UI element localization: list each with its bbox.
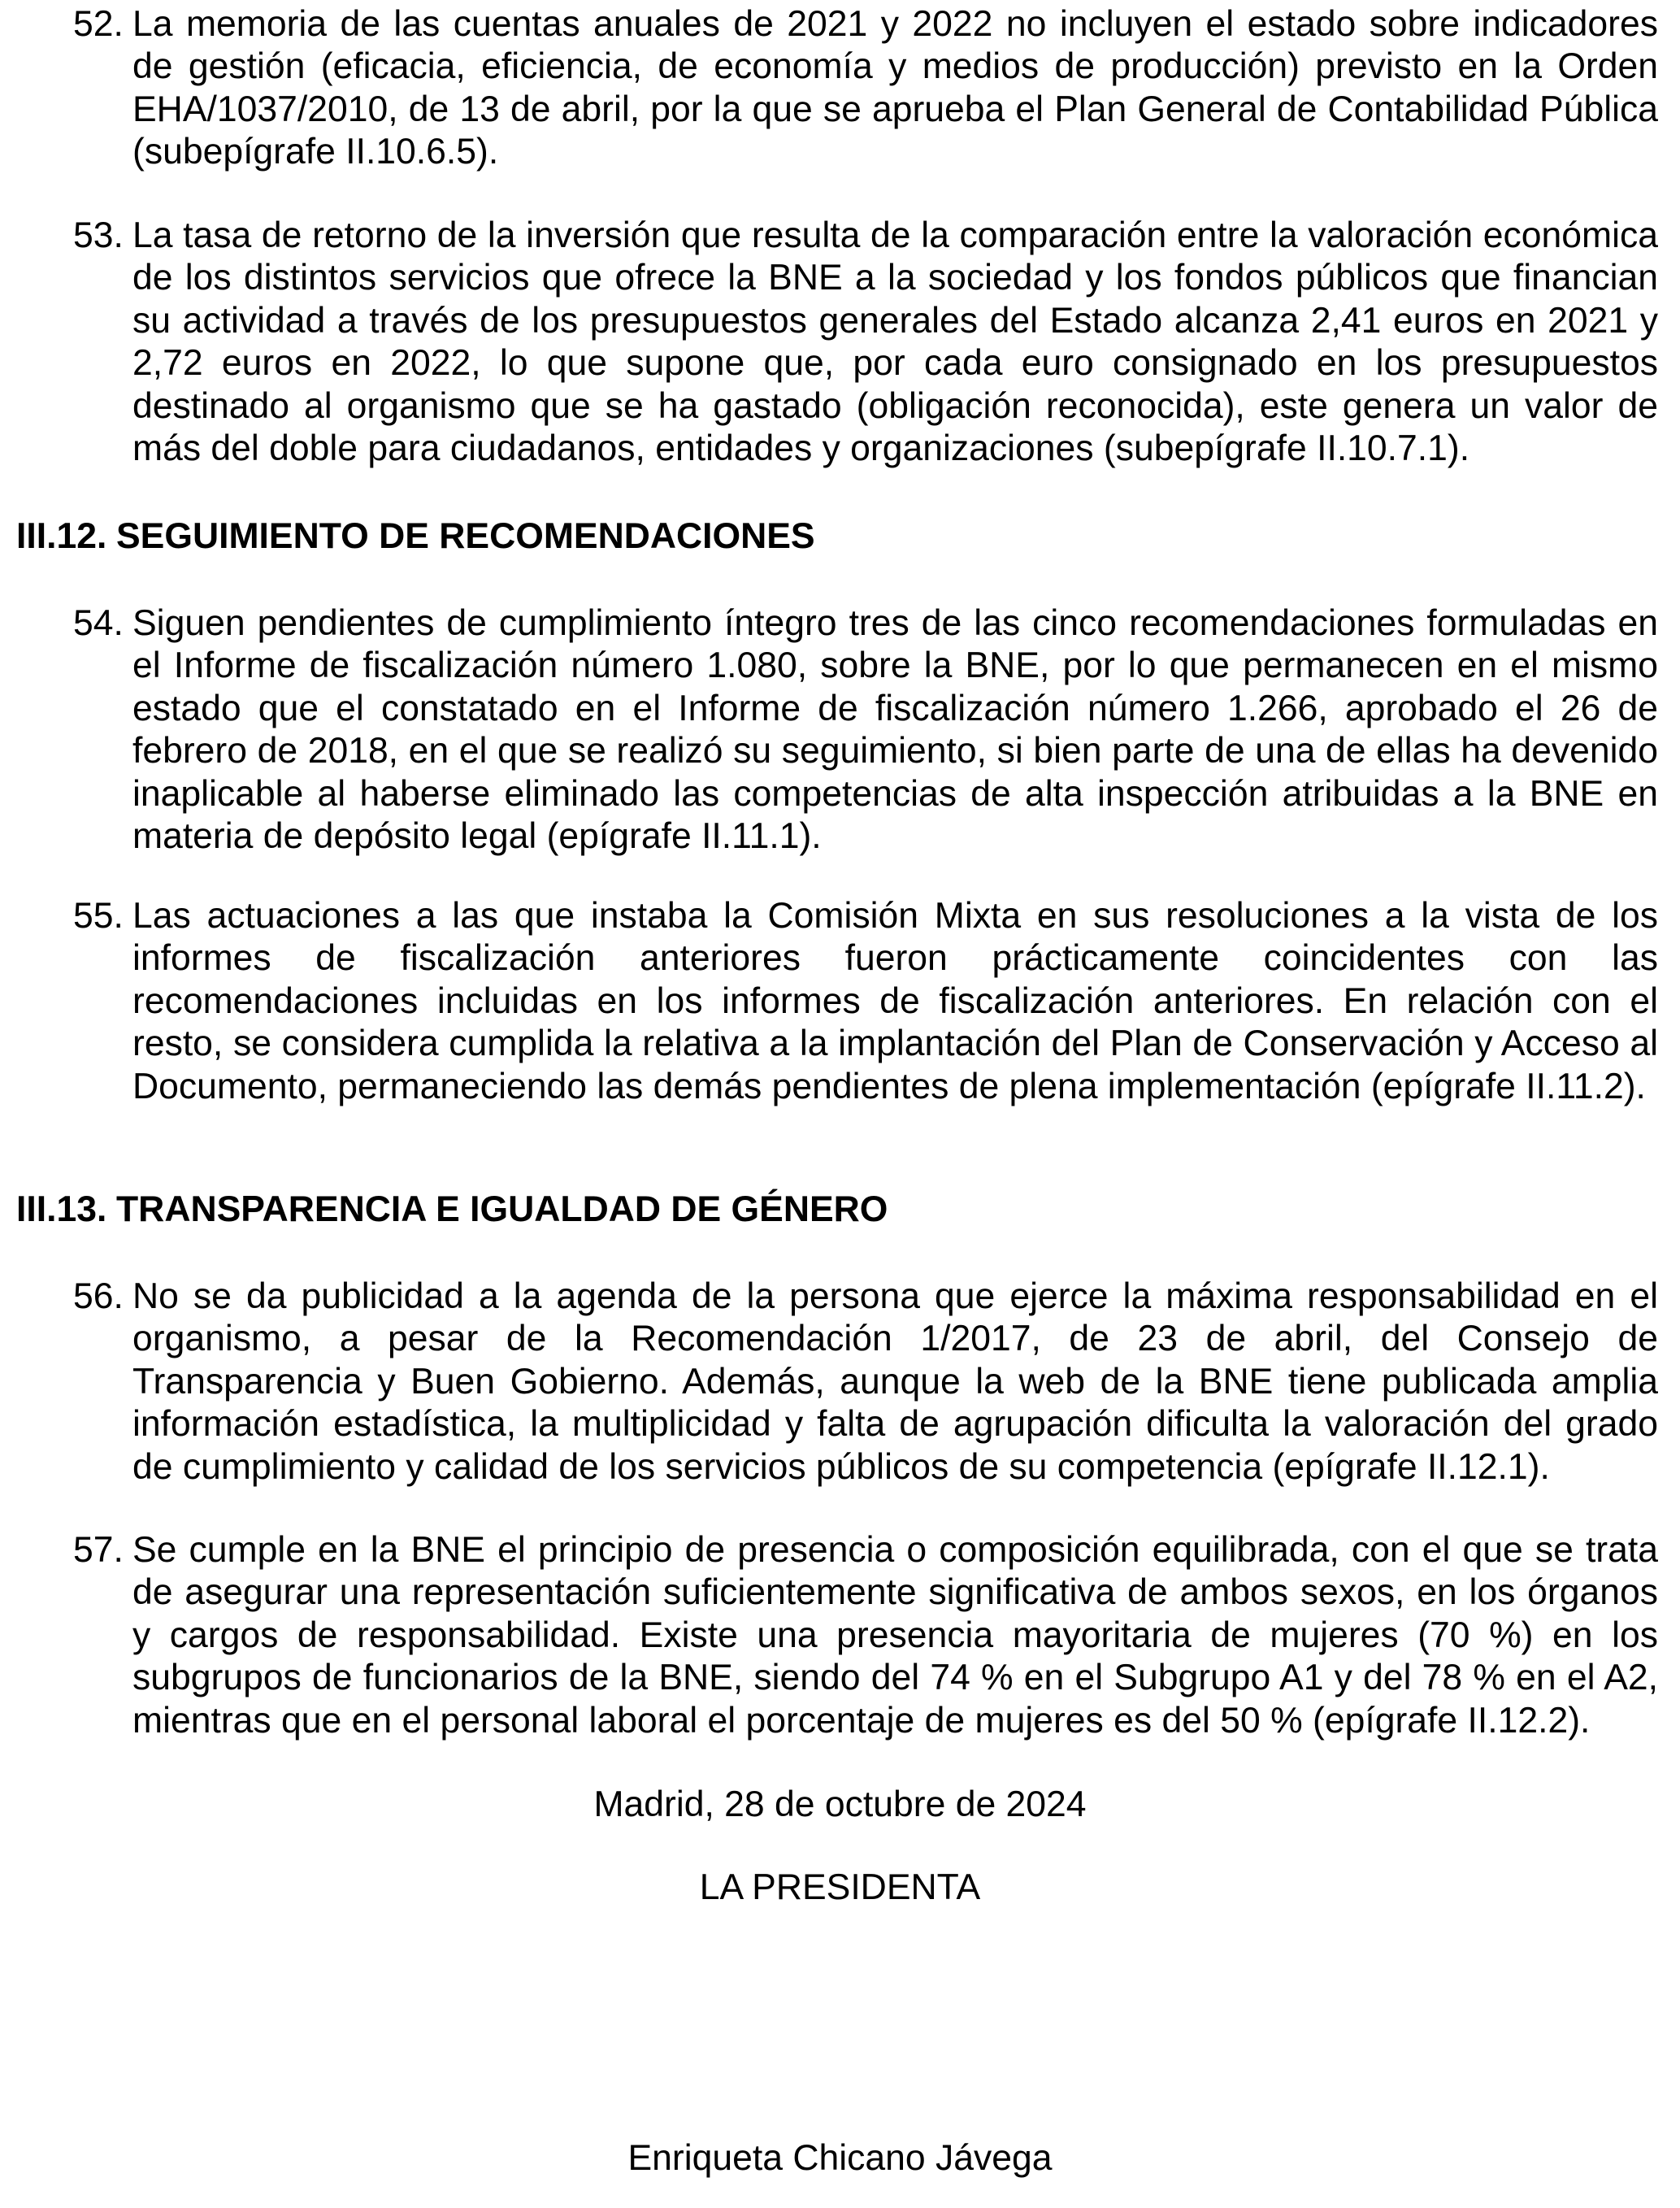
dateline: Madrid, 28 de octubre de 2024 (593, 1784, 1087, 1824)
paragraph-56-number: 56. (73, 1276, 124, 1316)
signature-title: LA PRESIDENTA (699, 1867, 981, 1907)
paragraph-55 (73, 895, 1658, 1108)
paragraph-53 (73, 215, 1658, 470)
paragraph-53-number: 53. (73, 215, 124, 255)
paragraph-55-text: Las actuaciones a las que instaba la Comisión Mixta en sus resoluciones a la vista de los informes de fiscalización anteriores fueron prácticamente coincidentes con las recomendaciones incluidas en los informes de fiscalización anteriores. En relación con el resto, se considera cumplida la relativa a la implantación del Plan de Conservación y Acceso al Documento, permaneciendo las demás pendientes de plena implementación (epígrafe II.11.2). (132, 896, 1658, 1106)
paragraph-56-text: No se da publicidad a la agenda de la persona que ejerce la máxima responsabilidad en el organismo, a pesar de la Recomendación 1/2017, de 23 de abril, del Consejo de Transparencia y Buen Gobierno. Además, aunque la web de la BNE tiene publicada amplia información estadística, la multiplicidad y falta de agrupación dificulta la valoración del grado de cumplimiento y calidad de los servicios públicos de su competencia (epígrafe II.12.1). (132, 1276, 1658, 1487)
paragraph-52-number: 52. (73, 4, 124, 44)
paragraph-53-text: La tasa de retorno de la inversión que resulta de la comparación entre la valoración económica de los distintos servicios que ofrece la BNE a la sociedad y los fondos públicos que financian su actividad a través de los presupuestos generales del Estado alcanza 2,41 euros en 2021 y 2,72 euros en 2022, lo que supone que, por cada euro consignado en los presupuestos destinado al organismo que se ha gastado (obligación reconocida), este genera un valor de más del doble para ciudadanos, entidades y organizaciones (subepígrafe II.10.7.1). (132, 215, 1658, 469)
paragraph-54-number: 54. (73, 603, 124, 643)
paragraph-54 (73, 602, 1658, 858)
paragraph-56 (73, 1276, 1658, 1489)
paragraph-57 (73, 1529, 1658, 1742)
section-heading-iii-13 (16, 1189, 1660, 1231)
paragraph-52-text: La memoria de las cuentas anuales de 2021 y 2022 no incluyen el estado sobre indicadores de gestión (eficacia, eficiencia, de economía y medios de producción) previsto en la Orden EHA/1037/2010, de 13 de abril, por la que se aprueba el Plan General de Contabilidad Pública (subepígrafe II.10.6.5). (132, 4, 1658, 172)
paragraph-52 (73, 3, 1658, 174)
paragraph-55-number: 55. (73, 896, 124, 936)
paragraph-57-number: 57. (73, 1530, 124, 1570)
section-heading-iii-13-number: III.13. (16, 1189, 107, 1229)
paragraph-57-text: Se cumple en la BNE el principio de presencia o composición equilibrada, con el que se trata de asegurar una representación suficientemente significativa de ambos sexos, en los órganos y cargos de responsabilidad. Existe una presencia mayoritaria de mujeres (70 %) en los subgrupos de funcionarios de la BNE, siendo del 74 % en el Subgrupo A1 y del 78 % en el A2, mientras que en el personal laboral el porcentaje de mujeres es del 50 % (epígrafe II.12.2). (132, 1530, 1658, 1741)
section-heading-iii-12-title: SEGUIMIENTO DE RECOMENDACIONES (116, 516, 815, 556)
signature-name: Enriqueta Chicano Jávega (627, 2138, 1053, 2178)
section-heading-iii-12 (16, 515, 1660, 558)
section-heading-iii-13-title: TRANSPARENCIA E IGUALDAD DE GÉNERO (116, 1189, 888, 1229)
section-heading-iii-12-number: III.12. (16, 516, 107, 556)
paragraph-54-text: Siguen pendientes de cumplimiento íntegro tres de las cinco recomendaciones formuladas en el Informe de fiscalización número 1.080, sobre la BNE, por lo que permanecen en el mismo estado que el constatado en el Informe de fiscalización número 1.266, aprobado el 26 de febrero de 2018, en el que se realizó su seguimiento, si bien parte de una de ellas ha devenido inaplicable al haberse eliminado las competencias de alta inspección atribuidas a la BNE en materia de depósito legal (epígrafe II.11.1). (132, 603, 1658, 857)
